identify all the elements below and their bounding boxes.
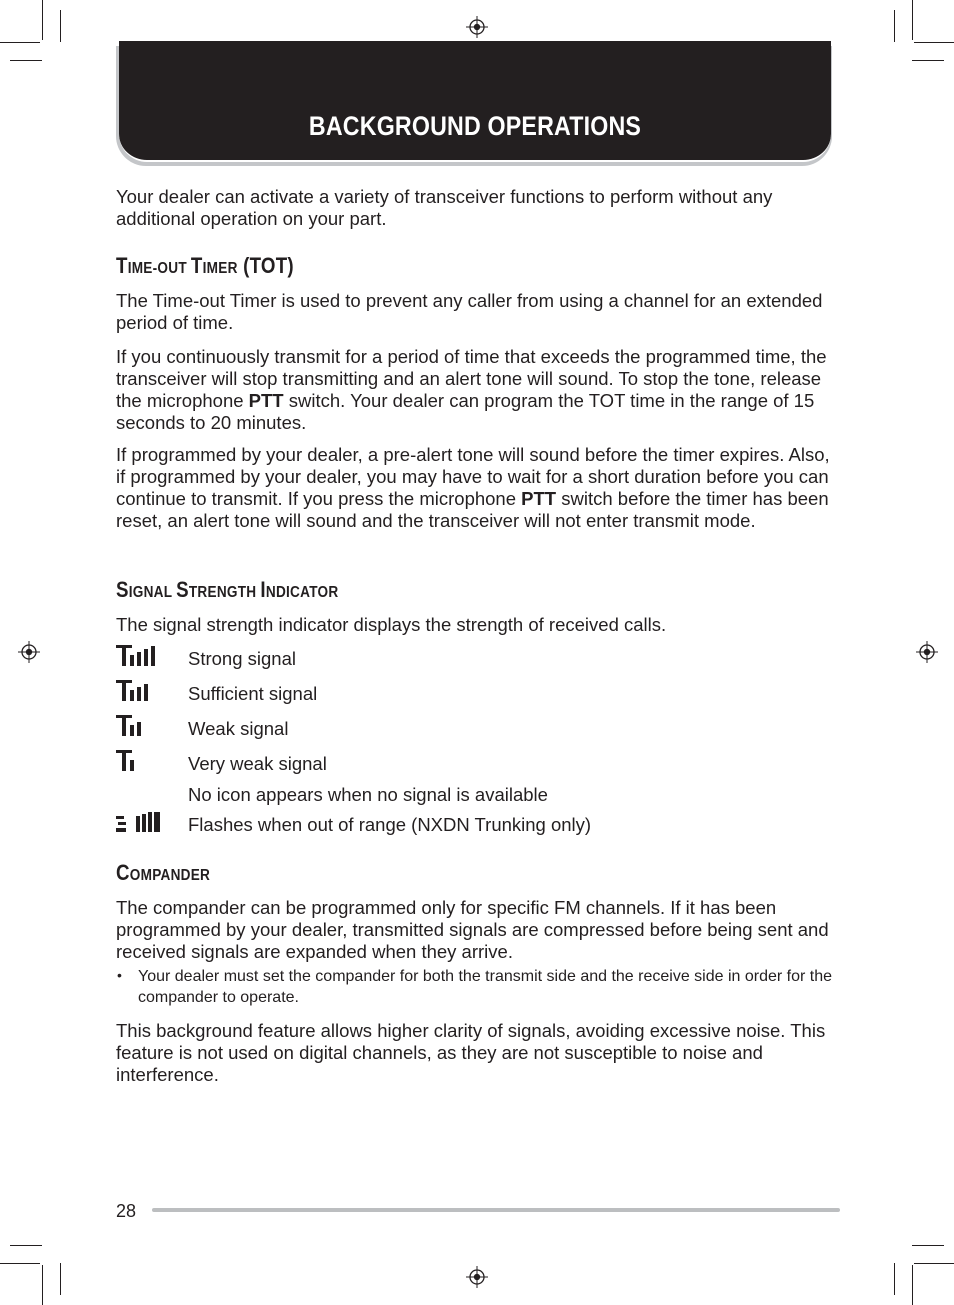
compander-paragraph-1: The compander can be programmed only for specific FM channels. If it has been programmed by your dealer, transmitted signals are compressed before being sent and received signals are expanded when they arrive. — [116, 897, 829, 962]
signal-sufficient-label: Sufficient signal — [188, 683, 318, 704]
tot-paragraph-3 — [116, 444, 842, 532]
text-run: switch before the timer has been reset, an alert tone will sound and the transceiver will not enter transmit mode. — [116, 488, 829, 531]
registration-mark-icon — [18, 641, 40, 663]
footer-divider — [152, 1208, 840, 1212]
signal-strong-icon — [116, 645, 158, 667]
intro-paragraph: Your dealer can activate a variety of transceiver functions to perform without any additional operation on your part. — [116, 186, 773, 229]
heading-part: IMER — [202, 260, 238, 277]
registration-mark-icon — [466, 16, 488, 38]
text-run: switch. Your dealer can program the TOT time in the range of 15 seconds to 20 minutes. — [116, 390, 815, 433]
heading-part: S — [116, 577, 129, 602]
compander-paragraph-2: This background feature allows higher clarity of signals, avoiding excessive noise. This feature is not used on digital channels, as they are not susceptible to noise and interference. — [116, 1020, 826, 1085]
section-heading-signal-strength — [116, 577, 338, 603]
page-title: BACKGROUND OPERATIONS — [308, 111, 642, 141]
signal-sufficient-icon — [116, 680, 158, 702]
ptt-label: PTT — [248, 390, 284, 411]
out-of-range-label: Flashes when out of range (NXDN Trunking only) — [188, 814, 592, 835]
signal-very-weak-icon — [116, 750, 158, 772]
text-run: If programmed by your dealer, a pre-alert tone will sound before the timer expires. Also, if programmed by your dealer, you may have to wait for a short duration before you can continue to transmit. If you press the microphone — [116, 444, 830, 509]
signal-strong-label: Strong signal — [188, 648, 296, 669]
page-number: 28 — [116, 1201, 137, 1221]
section-heading-compander — [116, 860, 210, 886]
tot-paragraph-2 — [116, 346, 842, 434]
out-of-range-icon — [116, 812, 162, 834]
heading-part: T — [116, 253, 128, 278]
heading-part: IGNAL — [128, 584, 177, 601]
heading-part: T — [190, 253, 203, 278]
text-run: If you continuously transmit for a period of time that exceeds the programmed time, the transceiver will stop transmitting and an alert tone will sound. To stop the tone, release the microphone — [116, 346, 827, 411]
heading-part: S — [176, 577, 189, 602]
tot-paragraph-1: The Time-out Timer is used to prevent any caller from using a channel for an extended period of time. — [116, 290, 823, 333]
heading-part: (TOT) — [237, 253, 294, 278]
ptt-label: PTT — [521, 488, 557, 509]
signal-intro: The signal strength indicator displays the strength of received calls. — [116, 614, 667, 635]
signal-very-weak-label: Very weak signal — [188, 753, 327, 774]
heading-part: -OUT — [152, 260, 191, 277]
heading-part: C — [116, 860, 130, 885]
no-signal-label: No icon appears when no signal is available — [188, 784, 548, 805]
registration-mark-icon — [916, 641, 938, 663]
signal-weak-icon — [116, 715, 158, 737]
registration-mark-icon — [466, 1266, 488, 1288]
compander-note: Your dealer must set the compander for both the transmit side and the receive side in order for the compander to operate. — [138, 968, 833, 1006]
heading-part: I — [260, 577, 266, 602]
heading-part: TRENGTH — [188, 584, 261, 601]
signal-weak-label: Weak signal — [188, 718, 289, 739]
section-heading-tot — [116, 253, 294, 279]
heading-part: OMPANDER — [129, 867, 211, 884]
heading-part: NDICATOR — [265, 584, 339, 601]
bullet-mark: • — [117, 967, 122, 983]
header-banner — [119, 41, 831, 162]
heading-part: IME — [127, 260, 153, 277]
